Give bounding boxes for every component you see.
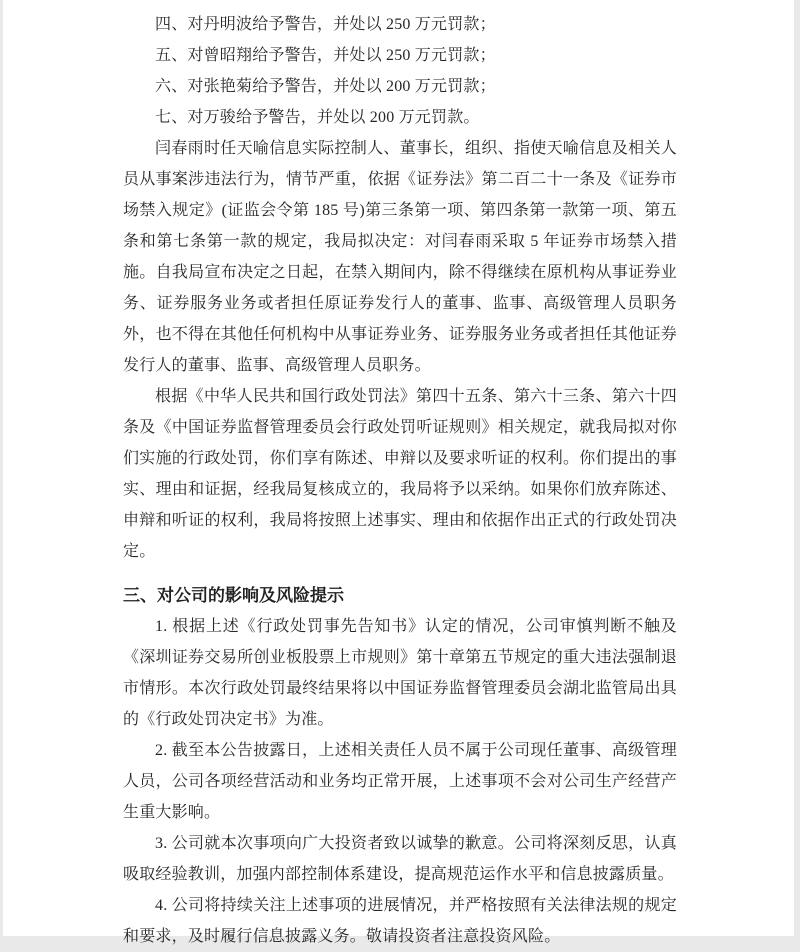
impact-item-4: 4. 公司将持续关注上述事项的进展情况，并严格按照有关法律法规的规定和要求，及时履行信息披露义务。敬请投资者注意投资风险。 xyxy=(123,897,677,945)
fine-item: 五、对曾昭翔给予警告，并处以 250 万元罚款； xyxy=(155,47,496,64)
section-heading-company-impact-risk: 三、对公司的影响及风险提示 xyxy=(123,586,344,605)
announcement-document-page xyxy=(3,0,794,945)
impact-item-2: 2. 截至本公告披露日，上述相关责任人员不属于公司现任董事、高级管理人员，公司各项经营活动和业务均正常开展，上述事项不会对公司生产经营产生重大影响。 xyxy=(123,742,677,821)
hearing-rights-paragraph: 根据《中华人民共和国行政处罚法》第四十五条、第六十三条、第六十四条及《中国证券监督管理委员会行政处罚听证规则》相关规定，就我局拟对你们实施的行政处罚，你们享有陈述、申辩以及要求听证的权利。你们提出的事实、理由和证据，经我局复核成立的，我局将予以采纳。如果你们放弃陈述、申辩和听证的权利，我局将按照上述事实、理由和依据作出正式的行政处罚决定。 xyxy=(123,388,677,560)
viewer-right-edge xyxy=(794,0,800,936)
market-ban-paragraph: 闫春雨时任天喻信息实际控制人、董事长，组织、指使天喻信息及相关人员从事案涉违法行为，情节严重，依据《证券法》第二百二十一条及《证券市场禁入规定》(证监会令第 185 号)第三条第一项、第四条第一款第一项、第五条和第七条第一款的规定，我局拟决定：对闫春雨采取 5 年证券市场禁入措施。自我局宣布决定之日起，在禁入期间内，除不得继续在原机构从事证券业务、证券服务业务或者担任原证券发行人的董事、监事、高级管理人员职务外，也不得在其他任何机构中从事证券业务、证券服务业务或者担任其他证券发行人的董事、监事、高级管理人员职务。 xyxy=(123,140,677,374)
fine-item: 七、对万骏给予警告，并处以 200 万元罚款。 xyxy=(155,109,480,126)
fine-item: 四、对丹明波给予警告，并处以 250 万元罚款； xyxy=(155,16,496,33)
impact-item-1: 1. 根据上述《行政处罚事先告知书》认定的情况，公司审慎判断不触及《深圳证券交易所创业板股票上市规则》第十章第五节规定的重大违法强制退市情形。本次行政处罚最终结果将以中国证券监督管理委员会湖北监管局出具的《行政处罚决定书》为准。 xyxy=(123,618,677,728)
fine-item: 六、对张艳菊给予警告，并处以 200 万元罚款； xyxy=(155,78,496,95)
impact-item-3: 3. 公司就本次事项向广大投资者致以诚挚的歉意。公司将深刻反思，认真吸取经验教训，加强内部控制体系建设，提高规范运作水平和信息披露质量。 xyxy=(123,835,677,883)
